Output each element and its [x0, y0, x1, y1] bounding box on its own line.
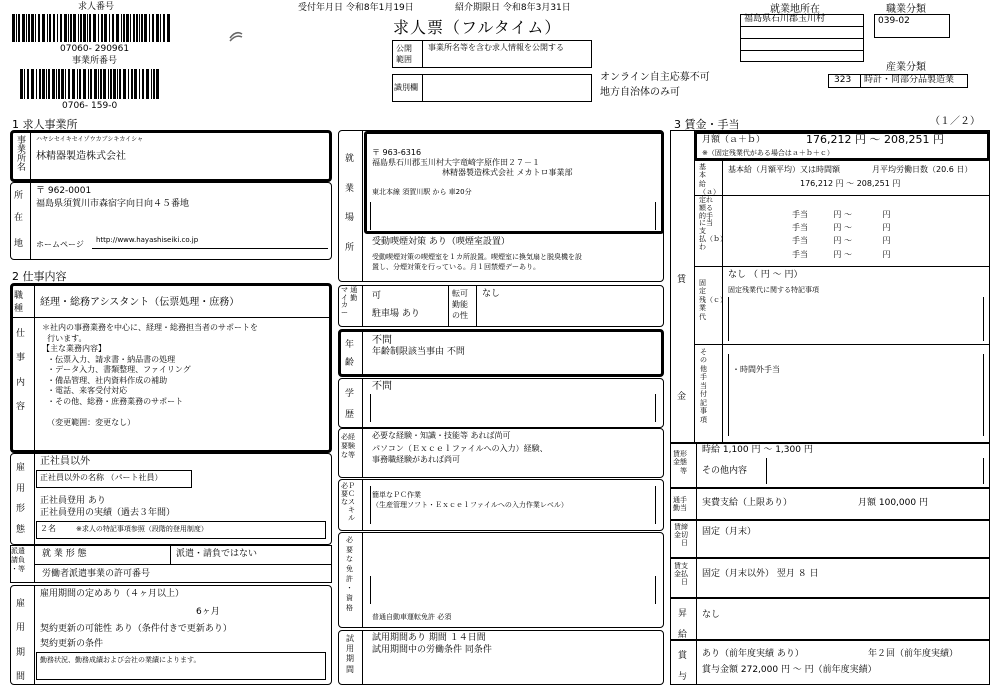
sonota-label: そ の 他 手 当 付 記 事 項 [700, 348, 707, 424]
koshin-2: 契約更新の条件 [40, 639, 104, 649]
basho-addr2: 林精器製造株式会社 メカトロ事業部 [442, 168, 573, 177]
barcode-bar [20, 69, 23, 99]
shugyo-label: 就業地所在 [770, 4, 820, 15]
barcode-bar [94, 69, 97, 99]
tsukin-max: 月額 100,000 円 [858, 498, 928, 508]
barcode-bar [35, 14, 36, 42]
barcode-bar [57, 14, 58, 42]
shoyo-label: 賞 与 [678, 651, 688, 682]
keitai-bracket [766, 458, 984, 484]
keiken-2: パソコン（Ｅｘｃｅｌファイルへの入力）経験、 [372, 444, 548, 453]
keiken-label: 必経 要験 な等 [341, 433, 355, 460]
barcode-bar [42, 69, 45, 99]
barcode-bar [117, 69, 118, 99]
barcode-bar [104, 14, 107, 42]
shokushu-label: 職 種 [14, 291, 24, 314]
barcode-bar [60, 14, 62, 42]
barcode-bar [93, 14, 96, 42]
pc-label: 必Ｐ 要Ｃ なス キ ル [341, 482, 355, 523]
barcode-bar [146, 69, 149, 99]
kyujin-no-label: 求人番号 [78, 2, 115, 12]
barcode-bar [126, 14, 129, 42]
sec2-title: 2 仕事内容 [12, 270, 67, 283]
kokai-value: 事業所名等を含む求人情報を公開する [428, 43, 564, 52]
barcode-bar [141, 14, 143, 42]
barcode-bar [156, 69, 159, 99]
jigyosho-no-label: 事業所番号 [72, 56, 118, 66]
shugyo-keitai: 就 業 形 態 [42, 549, 87, 559]
gekkan-label: 月額（ａ＋ｂ） [702, 135, 766, 145]
teate-rows: 手当 円 〜 円 手当 円 〜 円 手当 円 〜 円 手当 円 〜 円 [792, 210, 891, 259]
koyo-value-2: 正社員以外の名称 （パート社員） [40, 473, 163, 482]
kitsuen-note-1: 受動喫煙対策の喫煙室を１カ所設置。喫煙室に換気扇と脱臭機を設 [372, 253, 582, 261]
barcode-bar [16, 14, 17, 42]
barcode-bar [160, 14, 161, 42]
barcode-bar [89, 14, 91, 42]
logo-icon [228, 28, 244, 44]
jigyosho-kana: ハヤシセイキセイゾウカブシキカイシャ [36, 136, 144, 143]
kikan-2: 6ヶ月 [196, 607, 220, 617]
gekkan-note: ※（固定残業代がある場合はａ＋ｂ＋ｃ） [702, 149, 834, 157]
barcode-bar [108, 69, 109, 99]
zangyo-bracket [728, 297, 984, 341]
barcode-bar [65, 69, 66, 99]
kyujin-barcode [12, 14, 172, 42]
naiyo-label: 仕 事 内 容 [16, 329, 26, 412]
addr-label-1: 所 [14, 191, 24, 201]
shokushu-value: 経理・総務アシスタント（伝票処理・庶務） [40, 297, 240, 308]
barcode-bar [90, 69, 92, 99]
gekkan-value: 176,212 円 〜 208,251 円 [806, 133, 944, 146]
hp-label: ホームページ [36, 240, 84, 249]
jigyosho-no: 0706- 159-0 [62, 101, 118, 111]
shokugyo-value: 039-02 [878, 16, 910, 26]
tenkin-label: 転可 勤能 の性 [452, 289, 468, 320]
shikibetsu-label: 識別欄 [394, 83, 418, 92]
tsukin-label: 通手 勤当 [673, 496, 687, 513]
shoyo-kai: 年２回（前年度実績） [868, 649, 959, 659]
barcode-bar [46, 69, 47, 99]
jigyosho-name: 林精器製造株式会社 [36, 151, 126, 162]
barcode-bar [31, 14, 34, 42]
shiharai-value: 固定（月末以外） 翌月 ８ 日 [702, 569, 819, 579]
jigyosho-zip: 〒 962-0001 [36, 186, 92, 196]
barcode-bar [36, 69, 37, 99]
barcode-bar [83, 69, 86, 99]
barcode-bar [128, 69, 129, 99]
barcode-bar [136, 14, 139, 42]
barcode-bar [48, 69, 50, 99]
barcode-bar [72, 69, 75, 99]
barcode-bar [27, 69, 29, 99]
parking: 駐車場 あり [372, 309, 420, 319]
nenrei-note: 年齢制限該当事由 不問 [372, 347, 465, 357]
online-note: オンライン自主応募不可 [600, 72, 710, 83]
koshin-3: 勤務状況、勤務成績および会社の業績によります。 [40, 656, 201, 664]
barcode-bar [131, 69, 133, 99]
shiyo-1: 試用期間あり 期間 １４日間 [372, 633, 486, 643]
barcode-bar [144, 14, 147, 42]
barcode-bar [12, 14, 15, 42]
addr-label-2: 在 [14, 213, 24, 223]
barcode-bar [152, 14, 154, 42]
pc-1: 簡単なＰＣ作業 [372, 491, 421, 499]
barcode-bar [49, 14, 51, 42]
barcode-bar [163, 14, 165, 42]
barcode-bar [142, 69, 144, 99]
kihon-value: 176,212 円 〜 208,251 円 [800, 179, 901, 188]
toyo: 正社員登用 あり [40, 496, 106, 506]
mycar-label: マ 通 イ 勤 カ ー [341, 286, 358, 318]
keiken-3: 事務職経験があれば尚可 [372, 455, 460, 464]
nenrei-label: 年 齢 [345, 340, 355, 368]
barcode-bar [139, 69, 140, 99]
kitsuen-note-2: 置し、分煙対策を行っている。月１回禁煙デーあり。 [372, 263, 540, 271]
shokai-date: 紹介期限日 令和8年3月31日 [455, 3, 571, 13]
addr-label-3: 地 [14, 239, 24, 249]
tenkin-value: なし [482, 289, 501, 299]
shiyo-2: 試用期間中の労働条件 同条件 [372, 645, 492, 655]
shiyo-label: 試 用 期 間 [346, 634, 354, 674]
pc-2: （生産管理ソフト・Ｅｘｃｅｌファイルへの入力作業レベル） [372, 501, 568, 509]
barcode-bar [112, 14, 114, 42]
barcode-bar [73, 14, 76, 42]
kikan-label: 雇 用 期 間 [16, 599, 26, 682]
teate-label: 定れ 額る 的手 に当 支 払（ｂ） わ [699, 196, 727, 251]
barcode-bar [87, 14, 88, 42]
toyo-note: ※求人の特記事項参照（段階的登用制度） [76, 525, 208, 533]
haken-value: 派遣・請負ではない [176, 549, 258, 559]
barcode-bar [149, 14, 150, 42]
zangyo-note: 固定残業代に関する特記事項 [728, 286, 819, 294]
barcode-bar [103, 69, 106, 99]
barcode-bar [80, 14, 82, 42]
sonota-value: ・時間外手当 [732, 365, 780, 374]
barcode-bar [39, 69, 41, 99]
shokugyo-label: 職業分類 [886, 4, 926, 15]
pc-bracket [370, 486, 656, 524]
kihon-days: 月平均労働日数（20.6 日） [872, 165, 973, 174]
barcode-bar [133, 14, 135, 42]
gakureki-bracket [370, 394, 656, 422]
basho-station: 東北本線 須賀川駅 から 車20分 [372, 188, 472, 196]
barcode-bar [53, 14, 56, 42]
barcode-bar [58, 69, 60, 99]
barcode-bar [77, 69, 78, 99]
barcode-bar [79, 69, 81, 99]
barcode-bar [130, 14, 131, 42]
barcode-bar [123, 14, 125, 42]
kihon-title: 基本給（月額平均）又は時間額 [728, 165, 840, 174]
sec3-title: 3 賃金・手当 [674, 118, 740, 131]
shoyo-value: あり（前年度実績 あり） [702, 649, 804, 659]
basho-addr: 福島県石川郡玉川村大字竜崎字原作田２７－１ [372, 158, 540, 167]
barcode-bar [110, 69, 112, 99]
basho-bracket [370, 202, 656, 230]
shoyo-box [670, 640, 990, 685]
kyujin-no: 07060- 290961 [60, 44, 130, 54]
shimebi-box [670, 520, 990, 558]
barcode-bar [31, 69, 34, 99]
sonota-bracket [728, 354, 984, 436]
barcode-bar [28, 14, 30, 42]
koyo-label: 雇 用 形 態 [16, 463, 26, 536]
jikyu: 時給 1,100 円 〜 1,300 円 [702, 445, 813, 455]
kokai-label: 公開 範囲 [396, 44, 412, 65]
jigyosho-addr: 福島県須賀川市森宿字向日向４５番地 [36, 199, 190, 209]
zangyo-value: なし （ 円 〜 円） [728, 270, 803, 280]
kihon-label: 基 本 給 （ａ） [699, 163, 720, 197]
mycar-box [338, 285, 664, 327]
mycar-value: 可 [372, 291, 382, 301]
koyo-value-1: 正社員以外 [40, 456, 90, 467]
toyo-count: ２名 [40, 524, 56, 533]
barcode-bar [47, 14, 48, 42]
jigyosho-barcode [20, 69, 160, 99]
sangyo-label: 産業分類 [886, 62, 926, 73]
sangyo-value: 時計・同部分品製造業 [864, 75, 955, 85]
shugyo-value: 福島県石川郡玉川村 [744, 14, 826, 24]
barcode-bar [121, 14, 122, 42]
barcode-bar [68, 14, 69, 42]
uketsuke-date: 受付年月日 令和8年1月19日 [298, 3, 414, 13]
toyo-jisseki: 正社員登用の実績（過去３年間） [40, 508, 176, 518]
barcode-bar [64, 14, 67, 42]
barcode-bar [101, 14, 103, 42]
barcode-bar [98, 69, 99, 99]
menkyo-bracket [370, 576, 656, 604]
barcode-bar [56, 69, 57, 99]
koshin-1: 契約更新の可能性 あり（条件付きで更新あり） [40, 624, 232, 634]
barcode-bar [151, 69, 152, 99]
barcode-bar [52, 69, 55, 99]
barcode-bar [109, 14, 110, 42]
barcode-bar [70, 14, 72, 42]
sonota-naiyo: その他内容 [702, 466, 748, 476]
naiyo-text: ＊社内の事務業務を中心に、経理・総務担当者のサポートを 行います。 【主な業務内容】 ・伝票入力、請求書・納品書の処理 ・データ入力、書類整理、ファイリング ・備品管理、社内資料作成の補助 ・電話、来客受付対応 ・その他、総務・庶務業務のサポート （変更範囲：変更なし） [42, 323, 258, 427]
gakureki-value: 不問 [372, 381, 392, 392]
nenrei-value: 不問 [372, 335, 392, 346]
shoyo-kingaku: 賞与金額 272,000 円 〜 円（前年度実績） [702, 665, 877, 675]
jigyosho-name-label: 事業所名 [15, 135, 25, 171]
zangyo-label: 固 定 残（ｃ） 業 代 [699, 279, 727, 321]
page-title: 求人票（フルタイム） [393, 18, 562, 37]
sec1-title: 1 求人事業所 [12, 118, 78, 131]
kikan-1: 雇用期間の定めあり（４ヶ月以上） [40, 589, 185, 599]
shokyu-label: 昇 給 [678, 609, 688, 640]
barcode-bar [61, 69, 64, 99]
barcode-bar [153, 69, 155, 99]
kitsuen: 受動喫煙対策 あり（喫煙室設置） [372, 237, 510, 247]
barcode-bar [24, 69, 25, 99]
barcode-bar [22, 14, 25, 42]
barcode-bar [134, 69, 137, 99]
shimebi-value: 固定（月末） [702, 527, 757, 537]
barcode-bar [78, 14, 79, 42]
menkyo-label: 必 要 な 免 許 ・ 資 格 [346, 536, 353, 612]
chihou-note: 地方自治体のみ可 [600, 87, 680, 98]
shokyu-value: なし [702, 610, 721, 620]
tsukin-value: 実費支給（上限あり） [702, 498, 793, 508]
barcode-bar [119, 69, 121, 99]
barcode-bar [123, 69, 126, 99]
shiharai-label: 賃支 金払 日 [674, 562, 688, 587]
barcode-bar [88, 69, 89, 99]
keiken-1: 必要な経験・知識・技能等 あれば尚可 [372, 431, 511, 440]
barcode-bar [116, 14, 119, 42]
page-count: （１／２） [930, 116, 980, 127]
barcode-bar [68, 69, 70, 99]
barcode-bar [26, 14, 27, 42]
gakureki-label: 学 歴 [345, 389, 355, 420]
basho-zip: 〒 963-6316 [372, 148, 422, 157]
haken-kyoka: 労働者派遣事業の許可番号 [42, 569, 151, 579]
chingin-label: 賃 金 [677, 275, 687, 402]
hp-link[interactable]: http://www.hayashiseiki.co.jp [96, 236, 199, 244]
shimebi-label: 賃締 金切 日 [674, 523, 688, 548]
barcode-bar [38, 14, 40, 42]
barcode-bar [113, 69, 116, 99]
barcode-bar [83, 14, 86, 42]
barcode-bar [98, 14, 99, 42]
barcode-bar [139, 14, 140, 42]
sangyo-code: 323 [834, 75, 852, 85]
barcode-bar [156, 14, 159, 42]
keitai-label: 賃形 金態 等 [673, 450, 687, 475]
haken-label: 派遣 請負 ・等 [11, 547, 25, 574]
barcode-bar [100, 69, 102, 99]
basho-label: 就 業 場 所 [345, 154, 355, 254]
barcode-bar [42, 14, 45, 42]
menkyo-value: 普通自動車運転免許 必須 [372, 613, 452, 621]
barcode-bar [167, 14, 170, 42]
barcode-bar [18, 14, 20, 42]
